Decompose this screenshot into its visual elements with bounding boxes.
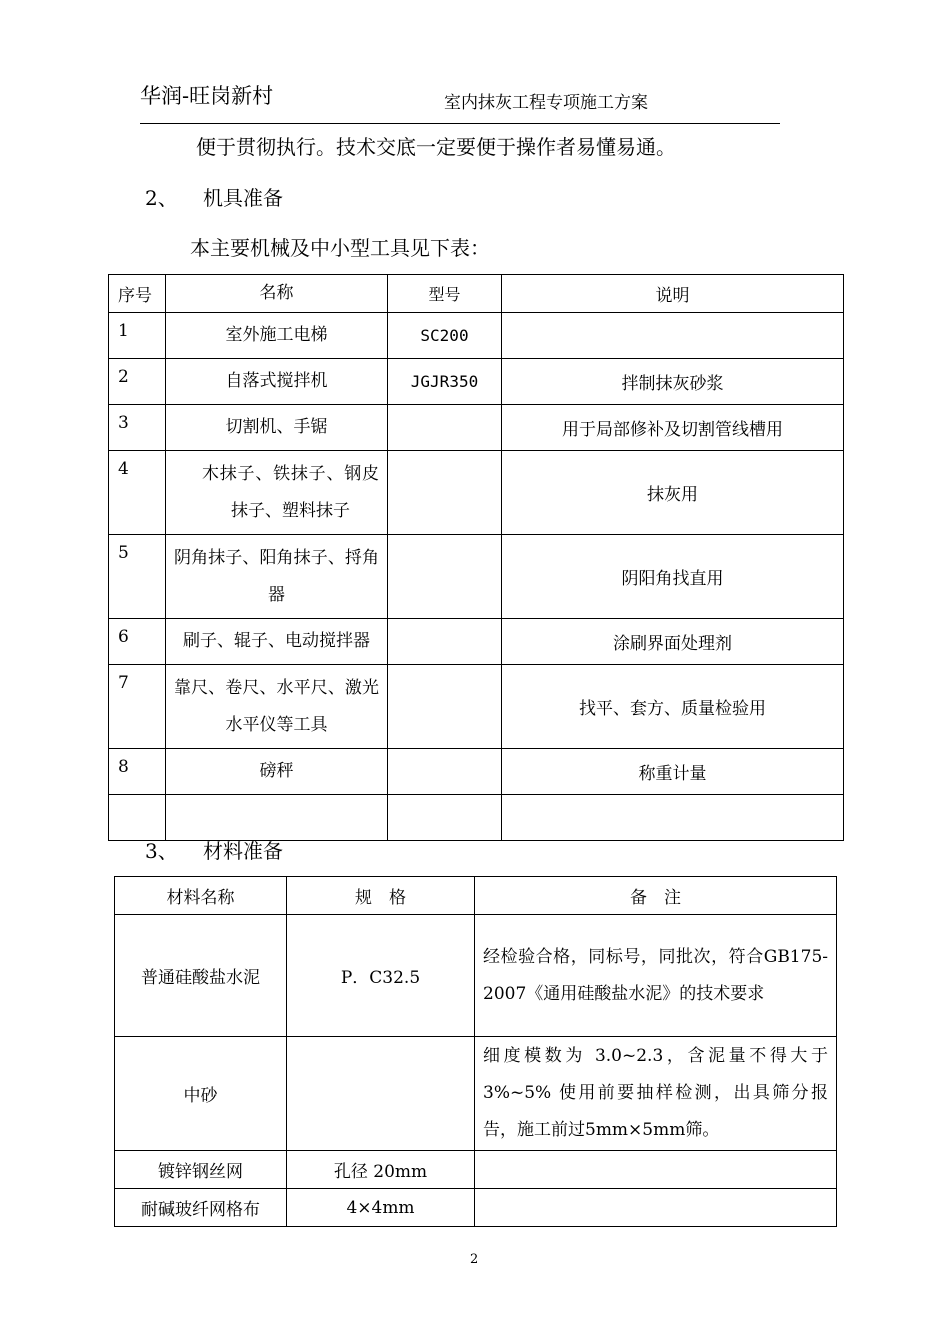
row-no	[109, 795, 166, 841]
header-cell-remark: 备 注	[475, 877, 837, 915]
table-row	[109, 359, 844, 405]
page-number: 2	[470, 1252, 479, 1267]
row-name: 磅秤	[166, 749, 388, 795]
row-model: SC200	[388, 313, 502, 359]
row-model	[388, 405, 502, 451]
table-row	[109, 313, 844, 359]
material-name: 镀锌钢丝网	[115, 1151, 287, 1189]
row-name: 自落式搅拌机	[166, 359, 388, 405]
tools-table-header	[109, 275, 844, 313]
row-model	[388, 749, 502, 795]
table-row	[115, 1037, 837, 1151]
section3-title: 材料准备	[203, 839, 283, 863]
row-note: 称重计量	[502, 749, 844, 795]
row-name: 阴角抹子、阳角抹子、捋角器	[166, 535, 388, 619]
row-name: 靠尺、卷尺、水平尺、激光水平仪等工具	[166, 665, 388, 749]
row-no: 3	[109, 405, 166, 451]
row-note: 涂刷界面处理剂	[502, 619, 844, 665]
material-name: 中砂	[115, 1037, 287, 1151]
row-name: 刷子、辊子、电动搅拌器	[166, 619, 388, 665]
header-project-name: 华润-旺岗新村	[140, 84, 274, 108]
row-note	[502, 795, 844, 841]
row-name: 木抹子、铁抹子、钢皮抹子、塑料抹子	[166, 451, 388, 535]
table-row	[109, 665, 844, 749]
header-divider	[140, 123, 780, 124]
table-row	[109, 795, 844, 841]
material-spec: 4×4mm	[287, 1189, 475, 1227]
row-name	[166, 795, 388, 841]
material-name: 耐碱玻纤网格布	[115, 1189, 287, 1227]
material-spec: 孔径 20mm	[287, 1151, 475, 1189]
row-no: 2	[109, 359, 166, 405]
material-spec	[287, 1037, 475, 1151]
materials-table-header	[115, 877, 837, 915]
row-note: 找平、套方、质量检验用	[502, 665, 844, 749]
row-note: 阴阳角找直用	[502, 535, 844, 619]
row-no: 5	[109, 535, 166, 619]
row-model	[388, 451, 502, 535]
header-cell-no: 序号	[109, 275, 166, 313]
section2-lead: 本主要机械及中小型工具见下表：	[190, 236, 490, 260]
row-no: 4	[109, 451, 166, 535]
row-model	[388, 665, 502, 749]
table-row	[109, 451, 844, 535]
intro-line: 便于贯彻执行。技术交底一定要便于操作者易懂易通。	[196, 135, 676, 159]
material-remark	[475, 1151, 837, 1189]
row-model: JGJR350	[388, 359, 502, 405]
material-remark: 经检验合格，同标号，同批次，符合GB175-2007《通用硅酸盐水泥》的技术要求	[475, 915, 837, 1037]
row-no: 1	[109, 313, 166, 359]
material-spec: P．C32.5	[287, 915, 475, 1037]
header-document-title: 室内抹灰工程专项施工方案	[444, 93, 648, 113]
row-no: 7	[109, 665, 166, 749]
row-no: 6	[109, 619, 166, 665]
table-row	[115, 1151, 837, 1189]
table-row	[115, 915, 837, 1037]
table-row	[109, 405, 844, 451]
row-name: 切割机、手锯	[166, 405, 388, 451]
material-name: 普通硅酸盐水泥	[115, 915, 287, 1037]
table-row	[109, 619, 844, 665]
section2-number: 2、	[145, 186, 178, 210]
row-no: 8	[109, 749, 166, 795]
row-model	[388, 795, 502, 841]
row-name: 室外施工电梯	[166, 313, 388, 359]
section2-title: 机具准备	[203, 186, 283, 210]
table-row	[115, 1189, 837, 1227]
row-note: 用于局部修补及切割管线槽用	[502, 405, 844, 451]
header-cell-name: 名称	[166, 275, 388, 313]
tools-table	[108, 274, 844, 841]
row-model	[388, 619, 502, 665]
row-note: 拌制抹灰砂浆	[502, 359, 844, 405]
row-note: 抹灰用	[502, 451, 844, 535]
header-cell-note: 说明	[502, 275, 844, 313]
row-model	[388, 535, 502, 619]
material-remark	[475, 1189, 837, 1227]
table-row	[109, 749, 844, 795]
table-row	[109, 535, 844, 619]
header-cell-material-name: 材料名称	[115, 877, 287, 915]
row-note	[502, 313, 844, 359]
materials-table	[114, 876, 837, 1227]
header-cell-model: 型号	[388, 275, 502, 313]
header-cell-spec: 规 格	[287, 877, 475, 915]
section3-number: 3、	[145, 839, 178, 863]
material-remark: 细度模数为 3.0~2.3，含泥量不得大于3%~5% 使用前要抽样检测，出具筛分报告，施工前过5mm×5mm筛。	[475, 1037, 837, 1151]
